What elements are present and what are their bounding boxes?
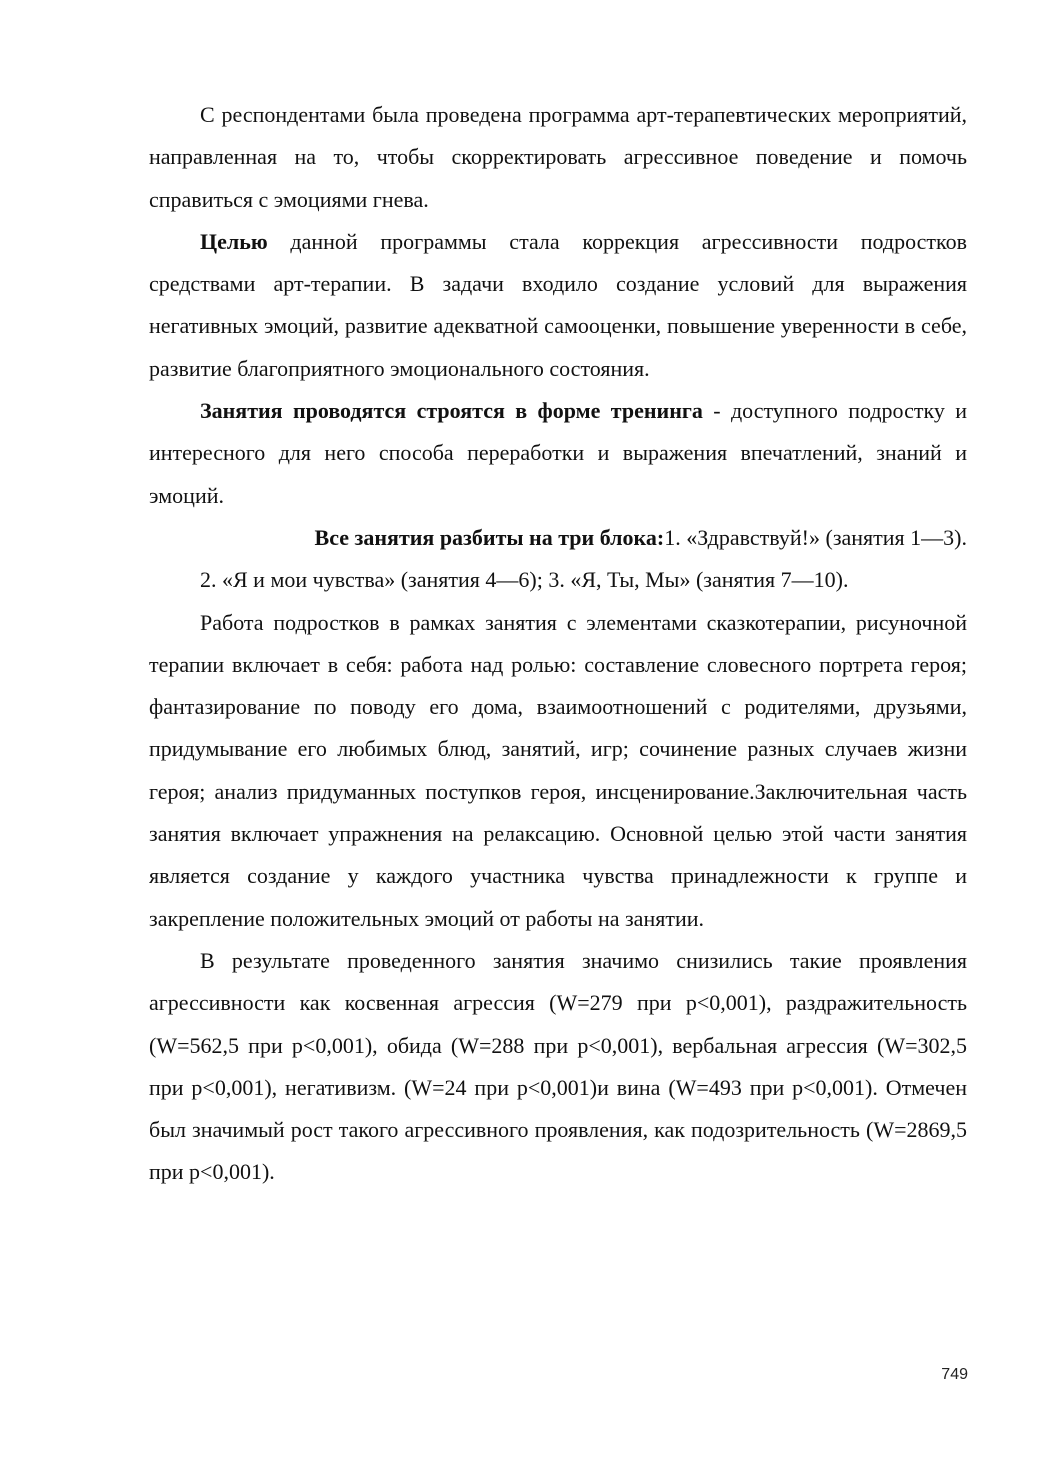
paragraph-blocks-continued: [149, 559, 967, 601]
paragraph-text: 2. «Я и мои чувства» (занятия 4—6); 3. «Я, Ты, Мы» (занятия 7—10).: [200, 567, 849, 593]
paragraph-teen-work: [149, 602, 967, 940]
paragraph-results: [149, 940, 967, 1194]
paragraph-program-goal: [149, 221, 967, 390]
bold-term-goal: Целью: [200, 228, 268, 254]
paragraph-text: - доступного подростку и интересного для него способа переработки и выражения впечатлений, знаний и эмоций.: [149, 398, 967, 508]
page-number: 749: [941, 1366, 968, 1383]
paragraph-text: данной программы стала коррекция агрессивности подростков средствами арт-терапии. В задачи входило создание условий для выражения негативных эмоций, развитие адекватной самооценки, повышение уверенности в себе, развитие благоприятного эмоционального состояния.: [149, 228, 967, 381]
paragraph-blocks: [149, 517, 967, 559]
paragraph-text: С респондентами была проведена программа арт-терапевтических мероприятий, направленная на то, чтобы скорректировать агрессивное поведение и помочь справиться с эмоциями гнева.: [149, 102, 967, 212]
body-text: [149, 94, 967, 1194]
paragraph-text: 1. «Здравствуй!» (занятия 1—3).: [664, 524, 967, 550]
paragraph-text: В результате проведенного занятия значимо снизились такие проявления агрессивности как косвенная агрессия (W=279 при p<0,001), раздражительность (W=562,5 при p<0,001), обида (W=288 при p<0,001), вербальная агрессия (W=302,5 при p<0,001), негативизм. (W=24 при p<0,001)и вина (W=493 при p<0,001). Отмечен был значимый рост такого агрессивного проявления, как подозрительность (W=2869,5 при p<0,001).: [149, 947, 967, 1185]
paragraph-program-intro: [149, 94, 967, 221]
bold-term-training: Занятия проводятся строятся в форме тренинга: [200, 398, 703, 424]
bold-term-blocks: Все занятия разбиты на три блока:: [314, 524, 665, 550]
paragraph-text: Работа подростков в рамках занятия с элементами сказкотерапии, рисуночной терапии включает в себя: работа над ролью: составление словесного портрета героя; фантазирование по поводу его дома, взаимоотношений с родителями, друзьями, придумывание его любимых блюд, занятий, игр; сочинение разных случаев жизни героя; анализ придуманных поступков героя, инсценирование.Заключительная часть занятия включает упражнения на релаксацию. Основной целью этой части занятия является создание у каждого участника чувства принадлежности к группе и закрепление положительных эмоций от работы на занятии.: [149, 609, 967, 931]
paragraph-training-form: [149, 390, 967, 517]
